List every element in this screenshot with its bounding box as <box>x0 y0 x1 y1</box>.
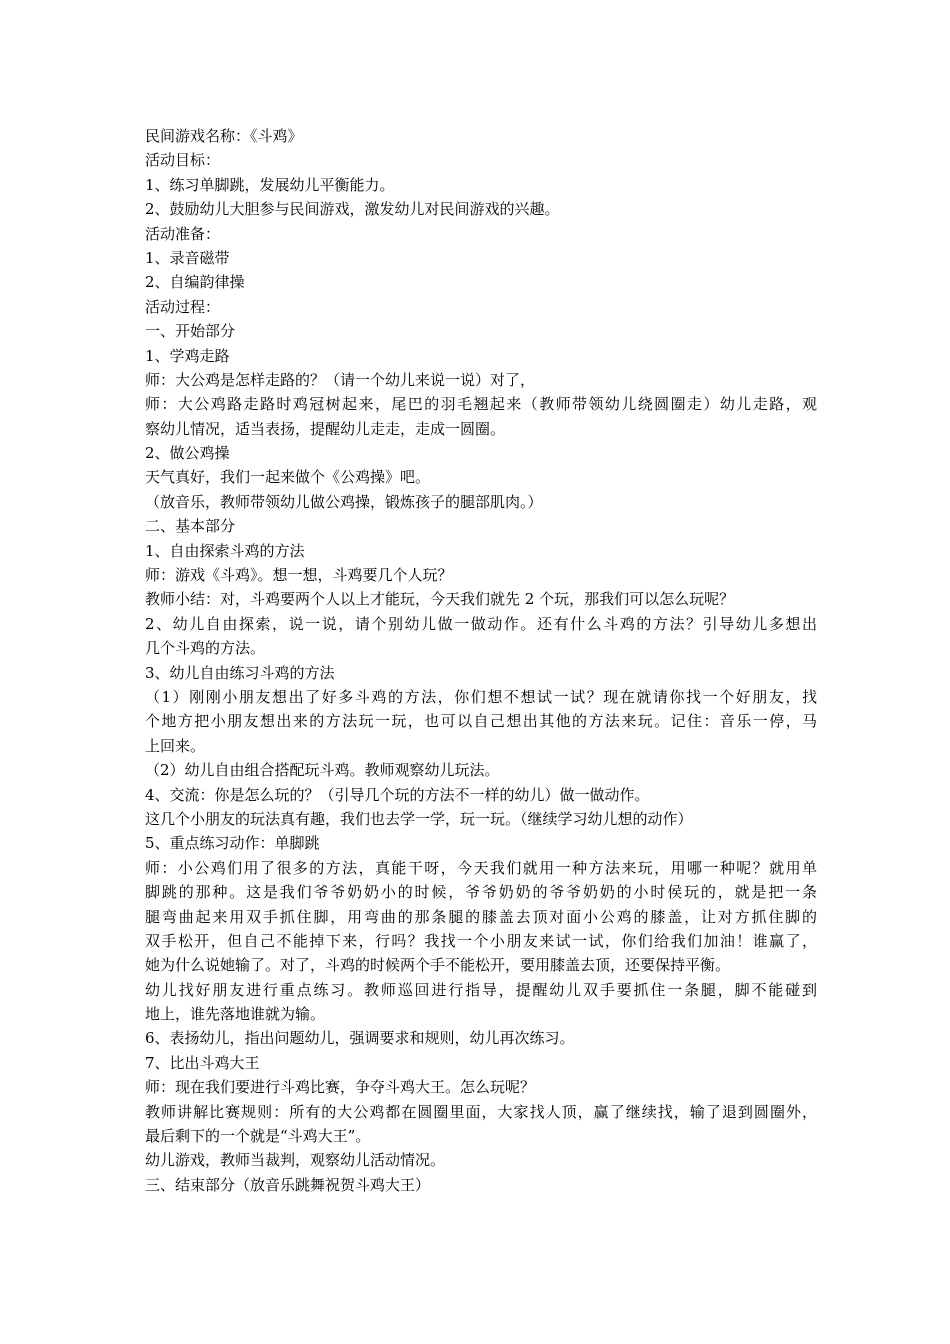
part-heading-end: 三、结束部分（放音乐跳舞祝贺斗鸡大王） <box>145 1175 431 1194</box>
step-heading: 4、交流：你是怎么玩的？（引导几个玩的方法不一样的幼儿）做一做动作。 <box>145 785 650 804</box>
preparation-item-2: 2、自编韵律操 <box>145 273 245 292</box>
paragraph-line: 最后剩下的一个就是“斗鸡大王”。 <box>145 1127 371 1146</box>
paragraph-line: 双手松开，但自己不能掉下来，行吗？我找一个小朋友来试一试，你们给我们加油！谁赢了， <box>145 931 817 950</box>
paragraph-line: 她为什么说她输了。对了，斗鸡的时候两个手不能松开，要用膝盖去顶，还要保持平衡。 <box>145 956 731 975</box>
paragraph-line: 师：现在我们要进行斗鸡比赛，争夺斗鸡大王。怎么玩呢？ <box>145 1078 536 1097</box>
step-heading: 2、做公鸡操 <box>145 444 230 463</box>
step-heading: 3、幼儿自由练习斗鸡的方法 <box>145 663 335 682</box>
paragraph-line: 教师讲解比赛规则：所有的大公鸡都在圆圈里面，大家找人顶，赢了继续找，输了退到圆圈外， <box>145 1102 817 1121</box>
paragraph-line: 地上，谁先落地谁就为输。 <box>145 1005 326 1024</box>
paragraph-line: 教师小结：对，斗鸡要两个人以上才能玩，今天我们就先 2 个玩，那我们可以怎么玩呢？ <box>145 590 735 609</box>
paragraph-line: 师：游戏《斗鸡》。想一想，斗鸡要几个人玩？ <box>145 566 453 585</box>
paragraph-line: 幼儿游戏，教师当裁判，观察幼儿活动情况。 <box>145 1151 446 1170</box>
paragraph-line: （2）幼儿自由组合搭配玩斗鸡。教师观察幼儿玩法。 <box>145 761 500 780</box>
step-heading: 1、学鸡走路 <box>145 346 230 365</box>
paragraph-line: 腿弯曲起来用双手抓住脚，用弯曲的那条腿的膝盖去顶对面小公鸡的膝盖，让对方抓住脚的 <box>145 907 817 926</box>
part-heading-basic: 二、基本部分 <box>145 517 236 536</box>
goal-item-1: 1、练习单脚跳，发展幼儿平衡能力。 <box>145 175 395 194</box>
preparation-item-1: 1、录音磁带 <box>145 248 230 267</box>
section-heading-goals: 活动目标： <box>145 151 221 170</box>
section-heading-process: 活动过程： <box>145 297 221 316</box>
paragraph-line: （1）刚刚小朋友想出了好多斗鸡的方法，你们想不想试一试？现在就请你找一个好朋友，找 <box>145 687 817 706</box>
step-heading: 1、自由探索斗鸡的方法 <box>145 541 305 560</box>
paragraph-line: 察幼儿情况，适当表扬，提醒幼儿走走，走成一圆圈。 <box>145 419 506 438</box>
paragraph-line: 师：小公鸡们用了很多的方法，真能干呀，今天我们就用一种方法来玩，用哪一种呢？就用单 <box>145 858 817 877</box>
paragraph-line: 2、幼儿自由探索，说一说，请个别幼儿做一做动作。还有什么斗鸡的方法？引导幼儿多想出 <box>145 614 817 633</box>
paragraph-line: 脚跳的那种。这是我们爷爷奶奶小的时候，爷爷奶奶的爷爷奶奶的小时侯玩的，就是把一条 <box>145 883 817 902</box>
part-heading-start: 一、开始部分 <box>145 322 236 341</box>
step-heading: 5、重点练习动作：单脚跳 <box>145 834 320 853</box>
paragraph-line: （放音乐，教师带领幼儿做公鸡操，锻炼孩子的腿部肌肉。） <box>145 492 543 511</box>
paragraph-line: 几个斗鸡的方法。 <box>145 639 266 658</box>
paragraph-line: 师：大公鸡路走路时鸡冠树起来，尾巴的羽毛翘起来（教师带领幼儿绕圆圈走）幼儿走路，观 <box>145 395 817 414</box>
game-title: 民间游戏名称：《斗鸡》 <box>145 127 303 145</box>
document-body <box>145 124 817 1197</box>
goal-item-2: 2、鼓励幼儿大胆参与民间游戏，激发幼儿对民间游戏的兴趣。 <box>145 200 560 219</box>
step-heading: 6、表扬幼儿，指出问题幼儿，强调要求和规则，幼儿再次练习。 <box>145 1029 575 1048</box>
step-heading: 7、比出斗鸡大王 <box>145 1053 260 1072</box>
paragraph-line: 师：大公鸡是怎样走路的？（请一个幼儿来说一说）对了， <box>145 370 536 389</box>
paragraph-line: 上回来。 <box>145 736 206 755</box>
paragraph-line: 个地方把小朋友想出来的方法玩一玩，也可以自己想出其他的方法来玩。记住：音乐一停，马 <box>145 712 817 731</box>
paragraph-line: 天气真好，我们一起来做个《公鸡操》吧。 <box>145 468 431 487</box>
paragraph-line: 幼儿找好朋友进行重点练习。教师巡回进行指导，提醒幼儿双手要抓住一条腿，脚不能碰到 <box>145 980 817 999</box>
paragraph-line: 这几个小朋友的玩法真有趣，我们也去学一学，玩一玩。（继续学习幼儿想的动作） <box>145 809 693 828</box>
section-heading-preparation: 活动准备： <box>145 224 221 243</box>
